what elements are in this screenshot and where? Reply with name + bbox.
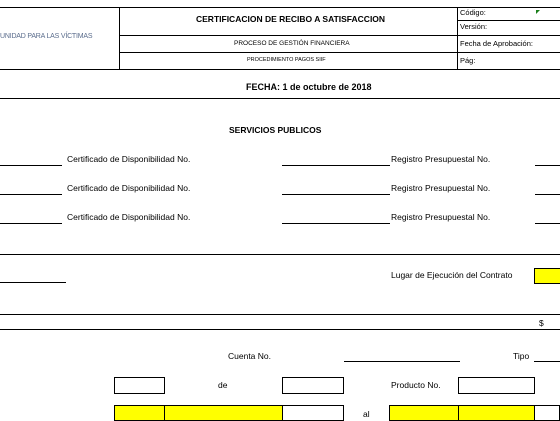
cdp-number-line[interactable] bbox=[282, 165, 390, 166]
procedure-name: PROCEDIMIENTO PAGOS SIIF bbox=[247, 57, 326, 63]
producto-box[interactable] bbox=[458, 377, 535, 394]
cdp-number-line[interactable] bbox=[282, 194, 390, 195]
cdp-label: Certificado de Disponibilidad No. bbox=[67, 154, 191, 164]
green-marker-icon bbox=[536, 10, 540, 14]
rp-number-line[interactable] bbox=[535, 194, 560, 195]
section-title: SERVICIOS PUBLICOS bbox=[229, 125, 322, 135]
cdp-value-line[interactable] bbox=[0, 223, 62, 224]
org-name-logo: UNIDAD PARA LAS VÍCTIMAS bbox=[0, 33, 93, 40]
cdp-number-line[interactable] bbox=[282, 223, 390, 224]
rp-label: Registro Presupuestal No. bbox=[391, 183, 491, 193]
from-field-2[interactable] bbox=[164, 405, 283, 421]
cdp-label: Certificado de Disponibilidad No. bbox=[67, 212, 191, 222]
cdp-value-line[interactable] bbox=[0, 165, 62, 166]
lugar-left-line[interactable] bbox=[0, 282, 66, 283]
cuenta-number-line[interactable] bbox=[344, 361, 460, 362]
cuenta-label: Cuenta No. bbox=[228, 351, 271, 361]
codigo-label: Código: bbox=[460, 8, 486, 17]
rp-number-line[interactable] bbox=[535, 223, 560, 224]
de-label: de bbox=[218, 380, 228, 390]
de-left-box[interactable] bbox=[114, 377, 165, 394]
de-right-box[interactable] bbox=[282, 377, 344, 394]
to-field-1[interactable] bbox=[389, 405, 459, 421]
fecha-aprobacion-label: Fecha de Aprobación: bbox=[460, 39, 533, 48]
lugar-input[interactable] bbox=[534, 268, 560, 284]
from-field-1[interactable] bbox=[114, 405, 165, 421]
cdp-value-line[interactable] bbox=[0, 194, 62, 195]
to-field-3[interactable] bbox=[534, 405, 560, 421]
tipo-label: Tipo bbox=[513, 351, 530, 361]
rp-label: Registro Presupuestal No. bbox=[391, 212, 491, 222]
from-field-3[interactable] bbox=[282, 405, 344, 421]
rp-number-line[interactable] bbox=[535, 165, 560, 166]
version-label: Versión: bbox=[460, 22, 488, 31]
lugar-label: Lugar de Ejecución del Contrato bbox=[391, 270, 513, 280]
tipo-value-line[interactable] bbox=[534, 361, 560, 362]
cdp-label: Certificado de Disponibilidad No. bbox=[67, 183, 191, 193]
process-name: PROCESO DE GESTIÓN FINANCIERA bbox=[234, 40, 350, 47]
pag-label: Pág: bbox=[460, 56, 476, 65]
rp-label: Registro Presupuestal No. bbox=[391, 154, 491, 164]
document-title: CERTIFICACION DE RECIBO A SATISFACCION bbox=[196, 14, 386, 24]
to-field-2[interactable] bbox=[458, 405, 535, 421]
al-label: al bbox=[363, 409, 370, 419]
producto-label: Producto No. bbox=[391, 380, 441, 390]
currency-symbol: $ bbox=[539, 318, 544, 328]
date-line: FECHA: 1 de octubre de 2018 bbox=[246, 82, 372, 92]
